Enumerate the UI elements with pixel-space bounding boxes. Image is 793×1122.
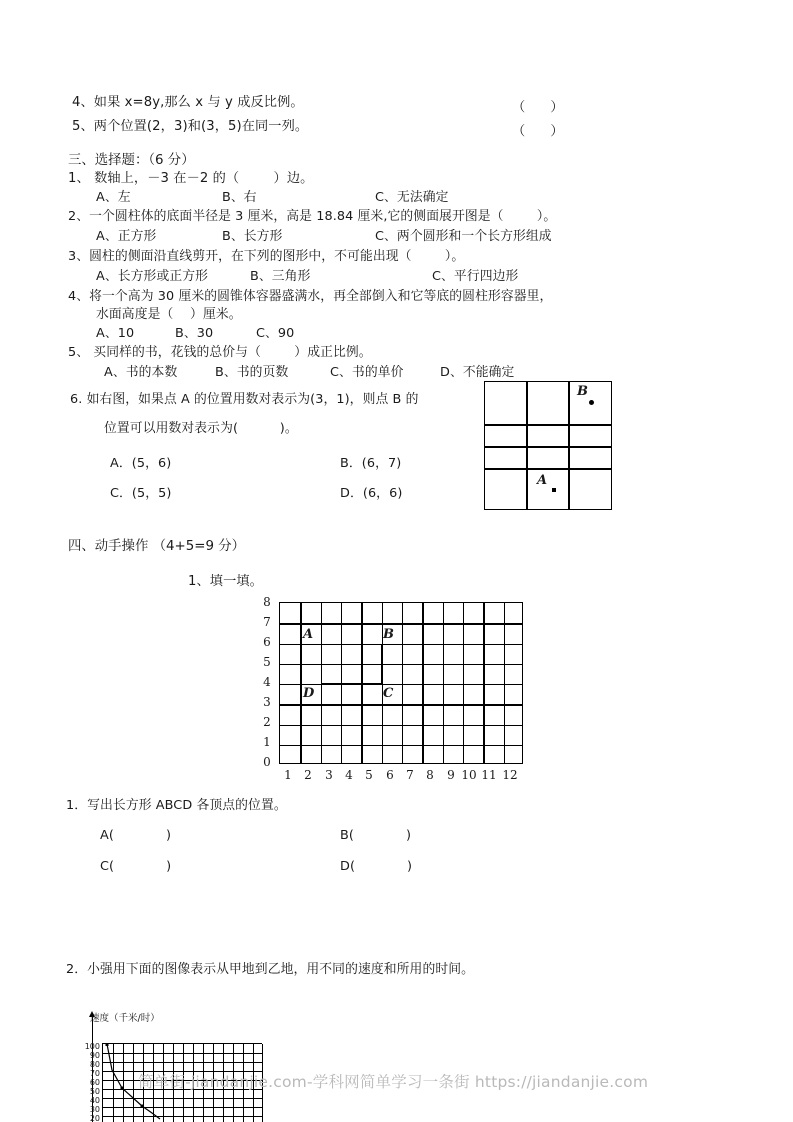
task2-question: 2．小强用下面的图像表示从甲地到乙地，用不同的速度和所用的时间。 <box>66 962 475 977</box>
section-four-heading: 四、动手操作 （4+5=9 分） <box>68 539 246 554</box>
grid-point-a-label: A <box>537 473 548 488</box>
task1-title: 1、填一填。 <box>188 574 263 589</box>
coord-xtick-7: 7 <box>406 768 414 782</box>
speed-time-chart <box>78 1010 288 1122</box>
answer-blank-b[interactable] <box>340 830 411 843</box>
coord-hline-2 <box>280 725 522 726</box>
choice-question-3-option-b[interactable]: B、三角形 <box>250 269 311 284</box>
judge-item-5-num: 5、 <box>72 119 94 134</box>
choice-question-1-stem: 1、 数轴上，－3 在－2 的（ ）边。 <box>68 171 314 186</box>
coord-xtick-10: 10 <box>461 768 477 782</box>
task1-question: 1．写出长方形 ABCD 各顶点的位置。 <box>66 798 287 813</box>
coord-xtick-9: 9 <box>447 768 455 782</box>
coord-vline-9 <box>463 603 464 763</box>
choice-question-1-option-b[interactable]: B、右 <box>222 190 257 205</box>
vertex-label-d: D <box>303 686 315 701</box>
choice-question-1-option-a[interactable]: A、左 <box>96 190 131 205</box>
speed-grid-h8 <box>103 1116 262 1117</box>
choice-question-6-stem-line1: 6. 如右图，如果点 A 的位置用数对表示为(3，1)，则点 B 的 <box>70 392 419 407</box>
speed-ytick-50: 50 <box>89 1087 100 1096</box>
choice-question-4-option-b[interactable]: B、30 <box>175 326 214 341</box>
choice-question-5-stem: 5、 买同样的书，花钱的总价与（ ）成正比例。 <box>68 345 372 360</box>
choice-question-2-option-a[interactable]: A、正方形 <box>96 229 157 244</box>
speed-ytick-70: 70 <box>89 1069 100 1078</box>
coord-vline-1 <box>300 603 301 763</box>
choice-question-3-option-a[interactable]: A、长方形或正方形 <box>96 269 209 284</box>
coord-hline-5 <box>280 664 522 665</box>
choice-question-6-option-a[interactable]: A．(5，6) <box>110 456 172 471</box>
speed-grid-h2 <box>103 1062 262 1063</box>
coord-xtick-2: 2 <box>304 768 312 782</box>
choice-question-3-stem: 3、圆柱的侧面沿直线剪开，在下列的图形中，不可能出现（ ）。 <box>68 249 465 264</box>
speed-grid-v3 <box>133 1044 134 1122</box>
coord-vline-8 <box>443 603 444 763</box>
coord-xtick-5: 5 <box>365 768 373 782</box>
answer-blank-a[interactable] <box>100 830 171 843</box>
speed-ytick-60: 60 <box>89 1078 100 1087</box>
speed-ytick-90: 90 <box>89 1051 100 1060</box>
choice-question-4-stem-line2: 水面高度是（ ）厘米。 <box>96 307 242 322</box>
speed-ytick-30: 30 <box>89 1105 100 1114</box>
coord-vline-6 <box>402 603 403 763</box>
choice-question-6-option-d[interactable]: D．(6，6) <box>340 486 403 501</box>
choice-question-2-option-c[interactable]: C、两个圆形和一个长方形组成 <box>375 229 552 244</box>
coord-hline-6 <box>280 644 522 645</box>
choice-question-4-option-a[interactable]: A、10 <box>96 326 135 341</box>
section-three-heading: 三、选择题：（6 分） <box>68 153 195 168</box>
coord-ytick-4: 4 <box>263 675 271 689</box>
coord-xtick-8: 8 <box>426 768 434 782</box>
grid-hline-2 <box>485 446 611 448</box>
speed-ytick-80: 80 <box>89 1060 100 1069</box>
choice-question-5-option-c[interactable]: C、书的单价 <box>330 365 404 380</box>
answer-blank-d[interactable] <box>340 861 412 874</box>
answer-blank-c-label: C( <box>100 859 115 874</box>
grid-point-b-dot <box>589 400 594 405</box>
speed-grid-h6 <box>103 1098 262 1099</box>
coordinate-grid-chart <box>247 595 542 788</box>
coordinate-grid-box <box>279 602 523 764</box>
judge-item-5-body: 两个位置(2，3)和(3，5)在同一列。 <box>93 119 309 134</box>
speed-grid-v2 <box>123 1044 124 1122</box>
judge-item-5-bracket[interactable]: （ ） <box>512 124 564 139</box>
grid-hline-1 <box>485 424 611 426</box>
speed-chart-y-axis-label: 速度（千米/时） <box>90 1013 160 1024</box>
coord-ytick-2: 2 <box>263 715 271 729</box>
speed-ytick-20: 20 <box>89 1114 100 1122</box>
choice-question-6-option-b[interactable]: B．(6，7) <box>340 456 402 471</box>
coord-hline-1 <box>280 745 522 746</box>
vertex-label-a: A <box>303 627 314 642</box>
vertex-label-b: B <box>383 627 394 642</box>
coord-ytick-1: 1 <box>263 735 271 749</box>
coord-xtick-12: 12 <box>502 768 518 782</box>
coord-ytick-6: 6 <box>263 635 271 649</box>
grid-point-b-label: B <box>577 384 588 399</box>
choice-question-5-option-b[interactable]: B、书的页数 <box>215 365 289 380</box>
rectangle-abcd <box>321 644 382 685</box>
coord-ytick-0: 0 <box>263 755 271 769</box>
judge-item-4-bracket[interactable]: （ ） <box>512 100 564 115</box>
choice-question-2-option-b[interactable]: B、长方形 <box>222 229 283 244</box>
choice-question-5-option-d[interactable]: D、不能确定 <box>440 365 515 380</box>
choice-question-4-stem-line1: 4、将一个高为 30 厘米的圆锥体容器盛满水，再全部倒入和它等底的圆柱形容器里， <box>68 289 553 304</box>
choice-question-6-stem-line2: 位置可以用数对表示为( )。 <box>104 421 298 436</box>
watermark-text: 简单街-jiandanjie.com-学科网简单学习一条街 https://jiandanjie.com <box>138 1073 649 1091</box>
choice-question-2-stem: 2、一个圆柱体的底面半径是 3 厘米，高是 18.84 厘米,它的侧面展开图是（ ）。 <box>68 209 557 224</box>
coord-ytick-3: 3 <box>263 695 271 709</box>
coord-vline-7 <box>422 603 423 763</box>
answer-blank-a-close: ) <box>165 828 172 843</box>
judge-item-4 <box>72 96 304 109</box>
coord-xtick-6: 6 <box>386 768 394 782</box>
answer-blank-c-close: ) <box>166 859 172 874</box>
choice-question-1-option-c[interactable]: C、无法确定 <box>375 190 449 205</box>
coord-xtick-1: 1 <box>284 768 292 782</box>
judge-item-5 <box>72 120 308 133</box>
choice-question-4-option-c[interactable]: C、90 <box>256 326 295 341</box>
coord-xtick-4: 4 <box>345 768 353 782</box>
coord-hline-3 <box>280 704 522 705</box>
coord-vline-10 <box>483 603 484 763</box>
coord-ytick-5: 5 <box>263 655 271 669</box>
speed-grid-v1 <box>113 1044 114 1122</box>
judge-item-4-text: 4、 <box>72 95 94 110</box>
answer-blank-b-close: ) <box>405 828 412 843</box>
speed-ytick-40: 40 <box>89 1096 100 1105</box>
question-6-grid-diagram <box>484 381 612 510</box>
coord-hline-4 <box>280 684 522 685</box>
speed-grid-h1 <box>103 1053 262 1054</box>
grid-hline-3 <box>485 468 611 470</box>
coord-ytick-8: 8 <box>263 595 271 609</box>
answer-blank-d-label: D( <box>340 859 356 874</box>
choice-question-6-option-c[interactable]: C．(5，5) <box>110 486 172 501</box>
speed-ytick-100: 100 <box>84 1042 100 1051</box>
coord-xtick-3: 3 <box>325 768 333 782</box>
coord-xtick-11: 11 <box>481 768 497 782</box>
grid-point-a-dot <box>552 488 556 492</box>
answer-blank-b-label: B( <box>340 828 354 843</box>
coord-hline-7 <box>280 623 522 624</box>
answer-blank-d-close: ) <box>407 859 413 874</box>
judge-item-4-body: 如果 x=8y,那么 x 与 y 成反比例。 <box>93 95 304 110</box>
speed-chart-ytick-column <box>78 1043 100 1122</box>
choice-question-5-option-a[interactable]: A、书的本数 <box>104 365 178 380</box>
answer-blank-c[interactable] <box>100 861 171 874</box>
answer-blank-a-label: A( <box>100 828 114 843</box>
speed-grid-h7 <box>103 1107 262 1108</box>
vertex-label-c: C <box>383 686 394 701</box>
coord-ytick-7: 7 <box>263 615 271 629</box>
choice-question-3-option-c[interactable]: C、平行四边形 <box>432 269 519 284</box>
coord-vline-11 <box>504 603 505 763</box>
